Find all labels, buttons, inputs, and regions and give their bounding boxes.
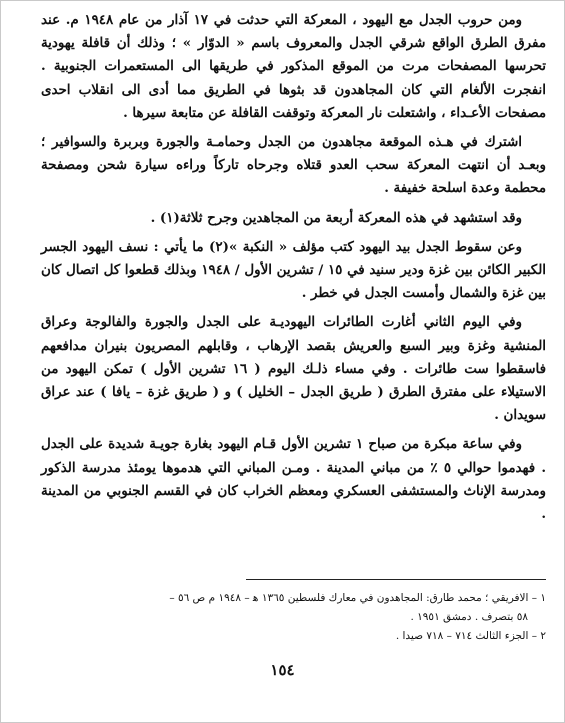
paragraph-participants: اشترك في هـذه الموقعة مجاهدون من الجدل وحمامـة والجورة وبربرة والسوافير ؛ وبعـد أن انتهت المعركة سحب العدو قتلاه وجرحاه تاركاً وراءه سيارة شحن ومصفحة محطمة وعدة اسلحة خفيفة . [41,134,546,197]
body-text [41,9,546,526]
paragraph-early-morning-raid: وفي ساعة مبكرة من صباح ١ تشرين الأول قـام اليهود بغارة جويـة شديدة على الجدل . فهدموا حوالي ٥ ٪ من مباني المدينة . ومـن المباني التي هدموها يومئذ مدرسة الذكور ومدرسة الإناث والمستشفى العسكري ومعظم الخراب كان في القسم الجنوبي من المدينة . [41,436,546,523]
footnote-1: ١ – الافريقي ؛ محمد طارق: المجاهدون في معارك فلسطين ١٣٦٥ ﻫ – ١٩٤٨ م ص ٥٦ – [169,592,546,604]
page-number: ١٥٤ [270,661,295,679]
footnote-divider [246,579,546,580]
paragraph-martyrs: وقد استشهد في هذه المعركة أربعة من المجاهدين وجرح ثلاثة(١) . [150,209,522,226]
footnote-1-continuation: ٥٨ بتصرف . دمشق ١٩٥١ . [410,611,528,623]
footnote-2: ٢ – الجزء الثالث ٧١٤ – ٧١٨ صيدا . [395,630,546,642]
paragraph-air-raid-day-two: وفي اليوم الثاني أغارت الطائرات اليهوديـة على الجدل والجورة والفالوجة وعراق المنشية وغزة وبير السبع والعريش بقصد الإرهاب ، وقابلهم المصريون بنيران مدافعهم فاسقطوا ست طائرات . وفي مساء ذلـك اليوم ( ١٦ تشرين الأول ) تمكن اليهود من الاستيلاء على مفترق الطرق ( طريق الجدل – الخليل ) و ( طريق غزة – يافا ) عند عراق سويدان . [41,314,546,424]
paragraph-fall-of-majdal: وعن سقوط الجدل بيد اليهود كتب مؤلف « النكبة »(٢) ما يأتي : نسف اليهود الجسر الكبير الكائن بين غزة ودير سنيد في ١٥ / تشرين الأول / ١٩٤٨ وبذلك قطعوا كل اتصال كان بين غزة والشمال وأمست الجدل في خطر . [41,238,546,302]
footnotes [41,589,546,646]
paragraph-battle-dawwar: ومن حروب الجدل مع اليهود ، المعركة التي حدثت في ١٧ آذار من عام ١٩٤٨ م. عند مفرق الطرق الواقع شرقي الجدل والمعروف باسم « الدوّار » ؛ وذلك أن قافلة يهودية تحرسها المصفحات مرت من الموقع المذكور في طريقها الى المستعمرات الجنوبية . انفجرت الألغام التي كان المجاهدون قد بثوها في الطريق مما أدى الى انقلاب احدى مصفحات الأعـداء ، واشتعلت نار المعركة وتوقفت القافلة عن متابعة سيرها . [41,12,546,121]
